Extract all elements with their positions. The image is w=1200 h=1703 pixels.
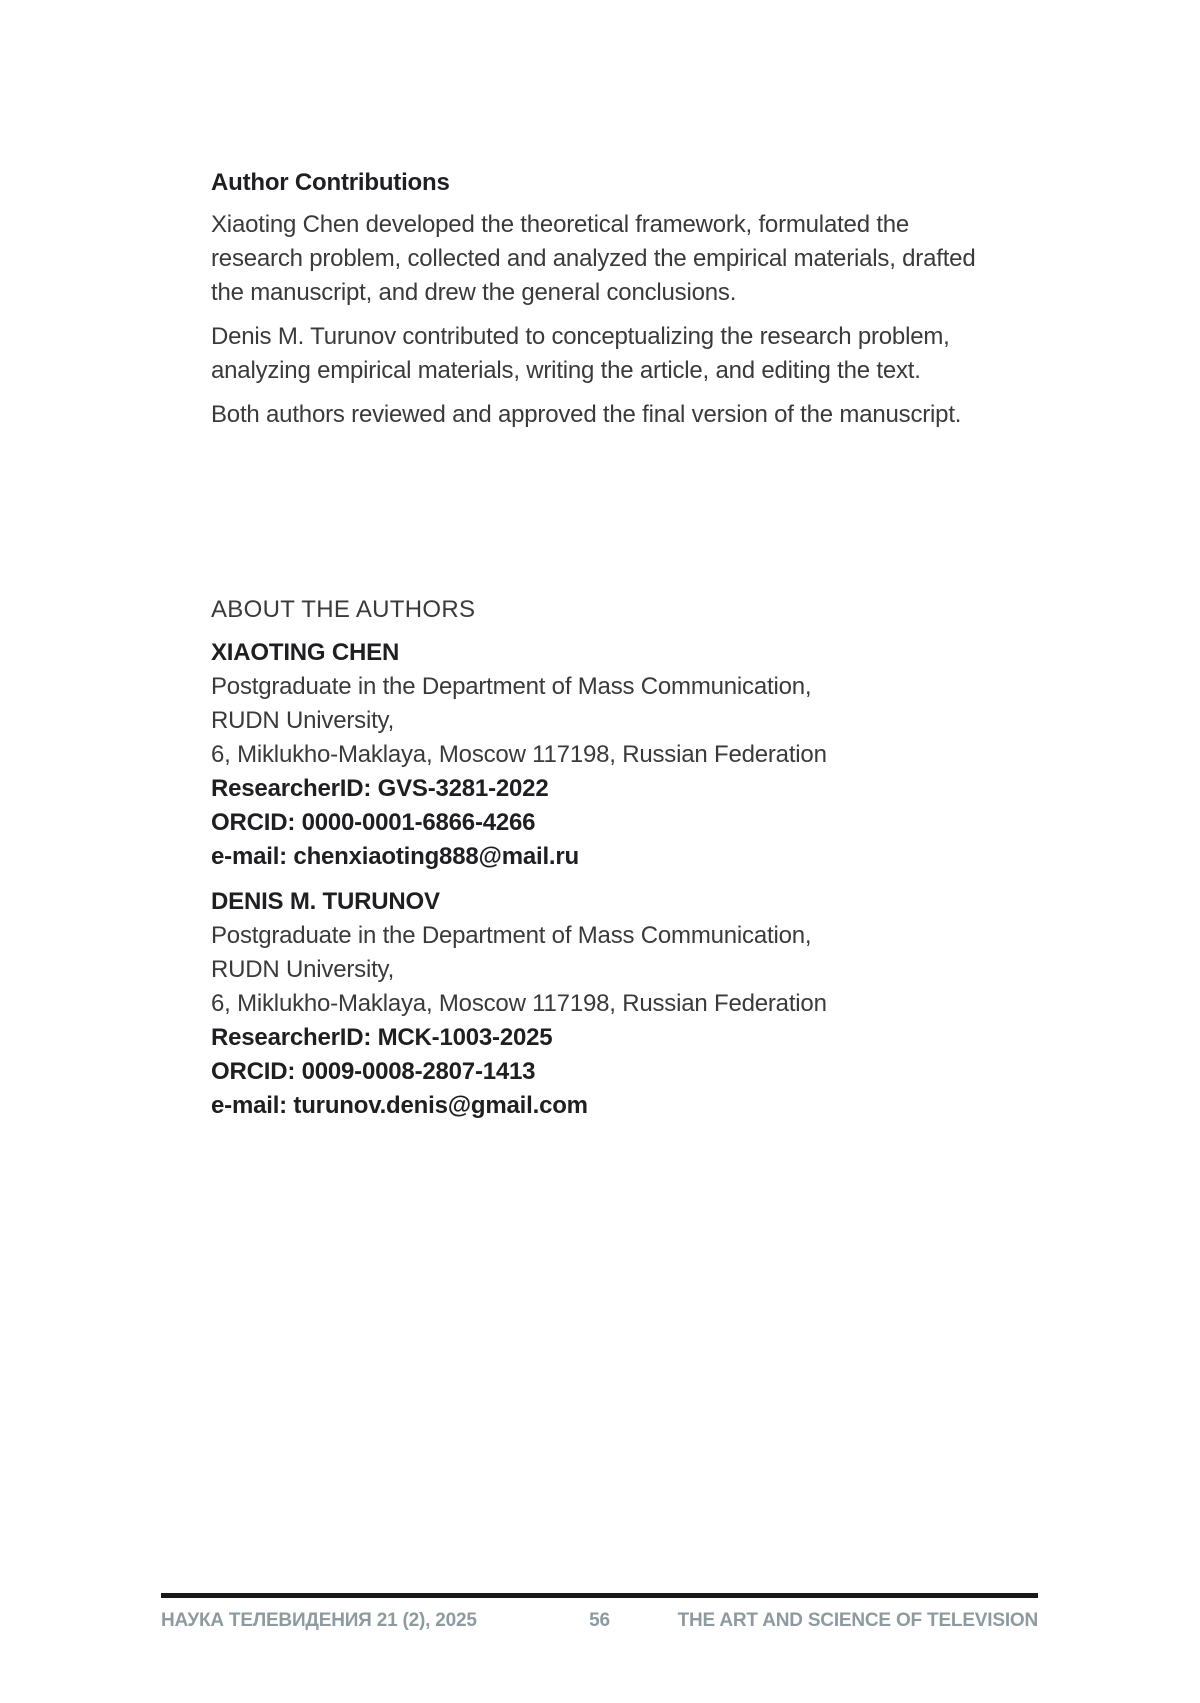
author-address-line: 6, Miklukho-Maklaya, Moscow 117198, Russian Federation — [211, 990, 827, 1017]
author-name: DENIS M. TURUNOV — [211, 888, 440, 915]
footer-page-number: 56 — [589, 1610, 610, 1631]
author-affiliation-line: Postgraduate in the Department of Mass Communication, — [211, 673, 812, 700]
author-researcher-id: ResearcherID: MCK-1003-2025 — [211, 1024, 553, 1051]
author-orcid: ORCID: 0000-0001-6866-4266 — [211, 809, 536, 836]
footer-journal-title-ru: НАУКА ТЕЛЕВИДЕНИЯ 21 (2), 2025 — [161, 1610, 477, 1631]
author-orcid: ORCID: 0009-0008-2807-1413 — [211, 1058, 536, 1085]
footer-row — [161, 1598, 1038, 1632]
about-the-authors-heading: ABOUT THE AUTHORS — [211, 596, 476, 623]
text-line: the manuscript, and drew the general conclusions. — [211, 279, 737, 306]
author-affiliation-line: RUDN University, — [211, 707, 395, 734]
author-block-1 — [211, 636, 1011, 874]
contribution-paragraph-3 — [211, 398, 1011, 432]
contribution-paragraph-1 — [211, 208, 1011, 310]
author-block-2 — [211, 885, 1011, 1123]
author-researcher-id: ResearcherID: GVS-3281-2022 — [211, 775, 549, 802]
contribution-paragraph-2 — [211, 320, 1011, 388]
page-footer — [161, 1593, 1038, 1632]
author-address-line: 6, Miklukho-Maklaya, Moscow 117198, Russian Federation — [211, 741, 827, 768]
page-content — [211, 0, 1011, 1123]
author-name: XIAOTING CHEN — [211, 639, 400, 666]
author-contributions-heading: Author Contributions — [211, 169, 450, 196]
text-line: Both authors reviewed and approved the final version of the manuscript. — [211, 401, 962, 428]
author-affiliation-line: RUDN University, — [211, 956, 395, 983]
text-line: Xiaoting Chen developed the theoretical framework, formulated the — [211, 211, 910, 238]
author-email: e-mail: turunov.denis@gmail.com — [211, 1092, 588, 1119]
text-line: analyzing empirical materials, writing the article, and editing the text. — [211, 357, 921, 384]
author-affiliation-line: Postgraduate in the Department of Mass Communication, — [211, 922, 812, 949]
footer-journal-title-en: THE ART AND SCIENCE OF TELEVISION — [677, 1610, 1038, 1631]
text-line: Denis M. Turunov contributed to conceptualizing the research problem, — [211, 323, 950, 350]
text-line: research problem, collected and analyzed the empirical materials, drafted — [211, 245, 976, 272]
author-email: e-mail: chenxiaoting888@mail.ru — [211, 843, 579, 870]
